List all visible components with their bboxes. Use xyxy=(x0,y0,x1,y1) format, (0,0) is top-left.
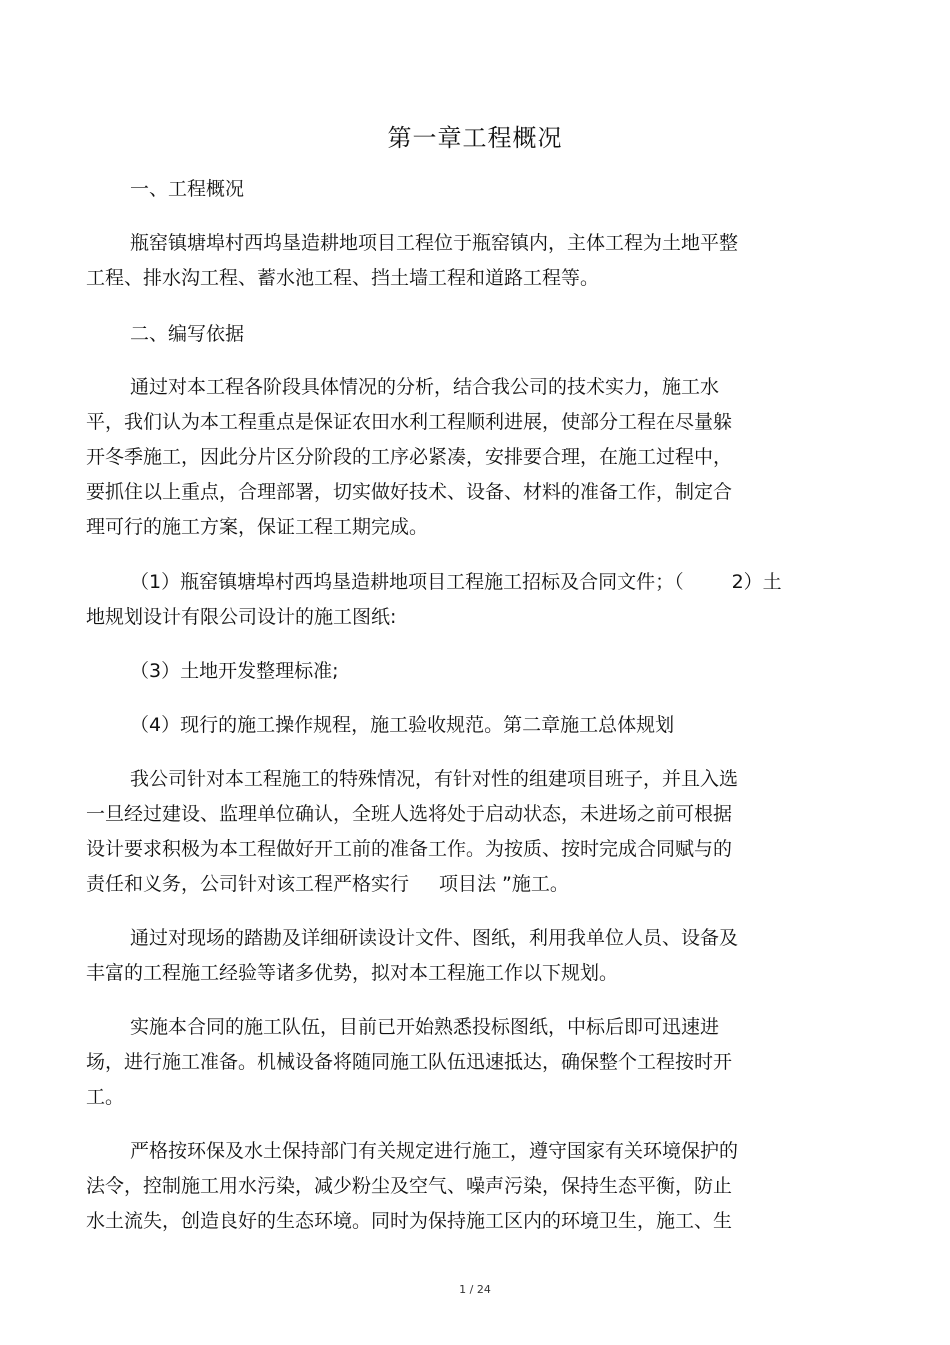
paragraph-line: 水土流失，创造良好的生态环境。同时为保持施工区内的环境卫生，施工、生 xyxy=(86,1210,733,1232)
paragraph-line: 设计要求积极为本工程做好开工前的准备工作。为按质、按时完成合同赋与的 xyxy=(86,838,733,860)
line-text: 项目法 ”施工。 xyxy=(439,873,569,895)
section-heading-basis: 二、编写依据 xyxy=(130,323,245,345)
paragraph-line: 瓶窑镇塘埠村西坞垦造耕地项目工程位于瓶窑镇内，主体工程为土地平整 xyxy=(130,232,739,254)
paragraph-line: 平，我们认为本工程重点是保证农田水利工程顺利进展，使部分工程在尽量躲 xyxy=(86,411,733,433)
section-heading-overview: 一、工程概况 xyxy=(130,178,245,200)
paragraph-line: 开冬季施工，因此分片区分阶段的工序必紧凑，安排要合理，在施工过程中， xyxy=(86,446,733,468)
reference-text: （1）瓶窑镇塘埠村西坞垦造耕地项目工程施工招标及合同文件；（ xyxy=(130,571,684,593)
paragraph-line: 一旦经过建设、监理单位确认，全班人选将处于启动状态，未进场之前可根据 xyxy=(86,803,733,825)
reference-item-1 xyxy=(130,570,782,594)
paragraph-line: 法令，控制施工用水污染，减少粉尘及空气、噪声污染，保持生态平衡，防止 xyxy=(86,1175,733,1197)
reference-text: 2）土 xyxy=(731,571,782,593)
paragraph-line: 实施本合同的施工队伍，目前已开始熟悉投标图纸，中标后即可迅速进 xyxy=(130,1016,720,1038)
reference-item-4: （4）现行的施工操作规程，施工验收规范。第二章施工总体规划 xyxy=(130,714,675,736)
paragraph-line: 工。 xyxy=(86,1086,125,1108)
page-title: 第一章工程概况 xyxy=(387,124,563,152)
reference-item-3: （3）土地开发整理标准; xyxy=(130,660,339,682)
paragraph-line: 场，进行施工准备。机械设备将随同施工队伍迅速抵达，确保整个工程按时开 xyxy=(86,1051,733,1073)
paragraph-line: 丰富的工程施工经验等诸多优势，拟对本工程施工作以下规划。 xyxy=(86,962,619,984)
line-text: 责任和义务，公司针对该工程严格实行 xyxy=(86,873,410,895)
paragraph-line: 要抓住以上重点，合理部署，切实做好技术、设备、材料的准备工作，制定合 xyxy=(86,481,733,503)
paragraph-line: 地规划设计有限公司设计的施工图纸: xyxy=(86,606,397,628)
paragraph-line: 严格按环保及水土保持部门有关规定进行施工，遵守国家有关环境保护的 xyxy=(130,1140,739,1162)
paragraph-line: 通过对本工程各阶段具体情况的分析，结合我公司的技术实力，施工水 xyxy=(130,376,720,398)
paragraph-line: 通过对现场的踏勘及详细研读设计文件、图纸，利用我单位人员、设备及 xyxy=(130,927,739,949)
paragraph-line: 我公司针对本工程施工的特殊情况，有针对性的组建项目班子，并且入选 xyxy=(130,768,739,790)
paragraph-line xyxy=(86,872,569,896)
paragraph-line: 理可行的施工方案，保证工程工期完成。 xyxy=(86,516,429,538)
paragraph-line: 工程、排水沟工程、蓄水池工程、挡土墙工程和道路工程等。 xyxy=(86,267,600,289)
page-number: 1 / 24 xyxy=(459,1283,491,1296)
